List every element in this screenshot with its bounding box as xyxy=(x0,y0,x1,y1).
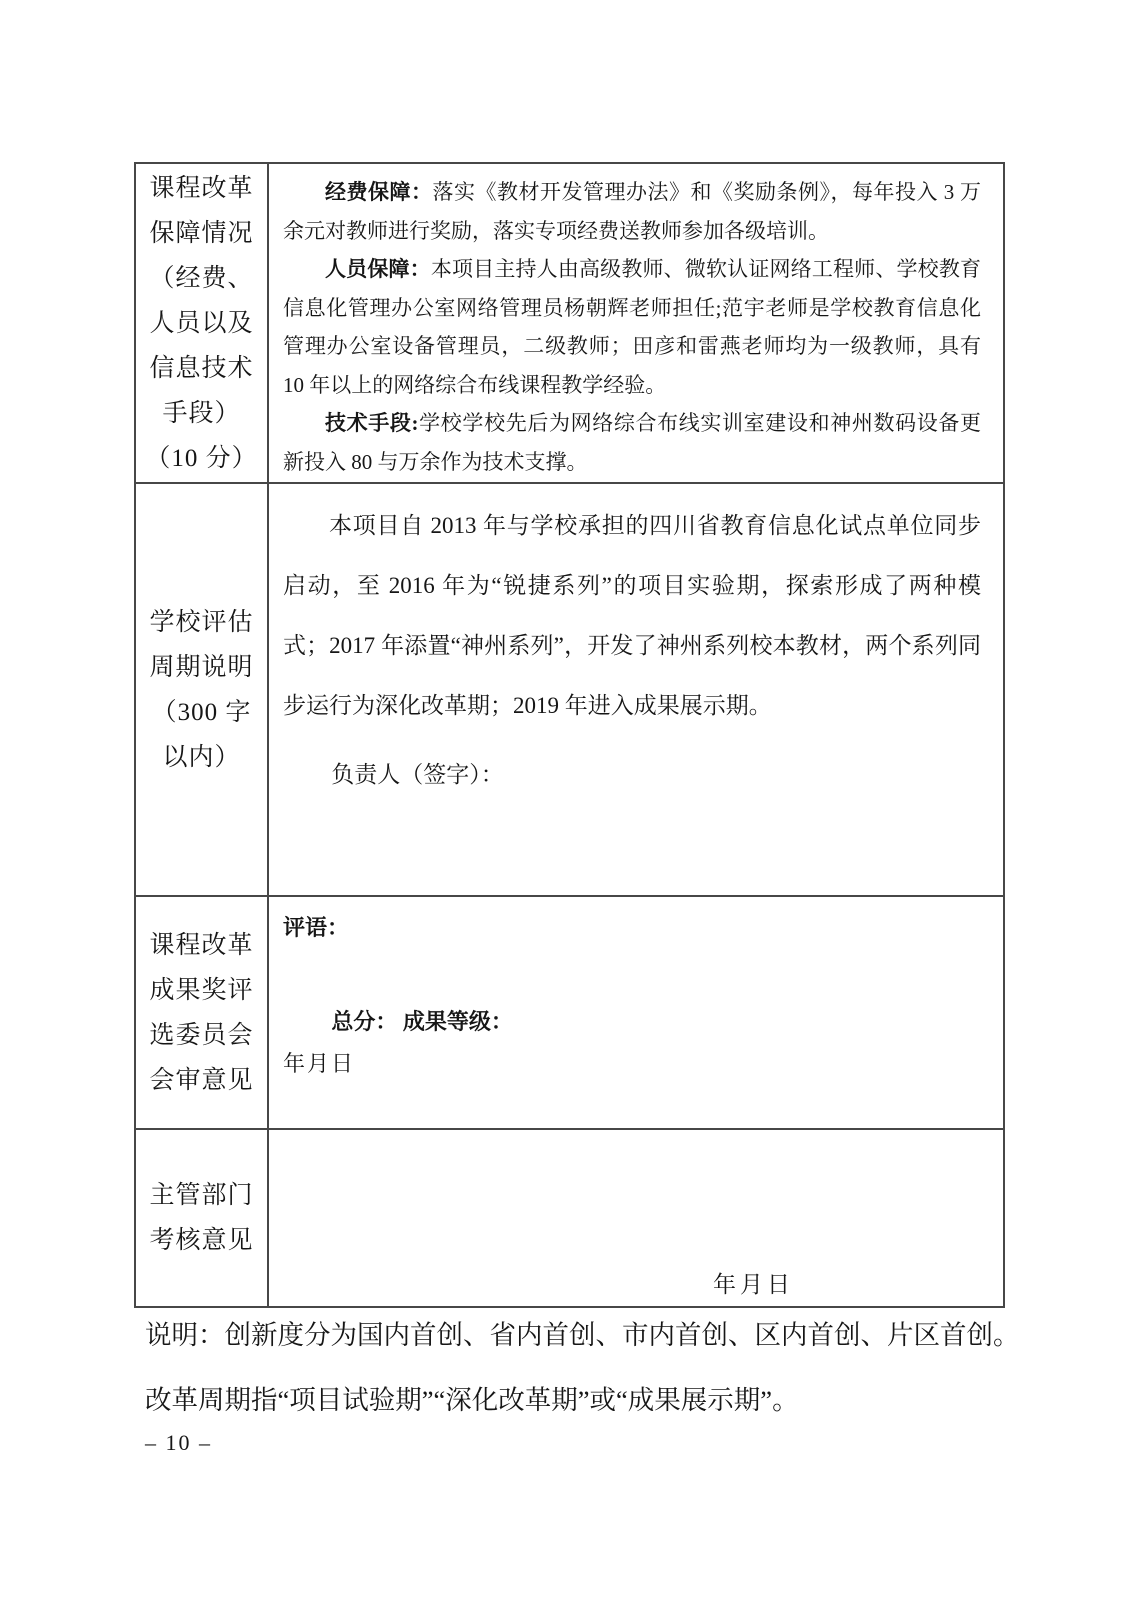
row-header-evaluation-period xyxy=(136,484,269,895)
row-header-committee-opinion xyxy=(136,897,269,1128)
header-line: 会审意见 xyxy=(149,1066,254,1094)
page-number: – 10 – xyxy=(145,1430,212,1455)
technology-lead: 技术手段: xyxy=(325,411,419,435)
evaluation-period-paragraph: 本项目自 2013 年与学校承担的四川省教育信息化试点单位同步启动，至 2016 年为“锐捷系列”的项目实验期，探索形成了两种模式；2017 年添置“神州系列”，开发了神州系列校本教材，两个系列同步运行为深化改革期；2019 年进入成果展示期。 xyxy=(283,513,981,718)
funding-body: 落实《教材开发管理办法》和《奖励条例》，每年投入 3 万余元对教师进行奖励，落实专项经费送教师参加各级培训。 xyxy=(283,180,981,243)
table-row-evaluation-period xyxy=(136,482,1003,895)
note-line-innovation: 说明：创新度分为国内首创、省内首创、市内首创、区内首创、片区首创。 xyxy=(145,1320,1020,1350)
header-line: （10 分） xyxy=(145,444,258,472)
row-header-authority-opinion xyxy=(136,1130,269,1306)
header-line: （300 字 xyxy=(151,698,252,726)
authority-date-label: 年月日 xyxy=(713,1272,794,1297)
funding-paragraph xyxy=(283,173,981,250)
header-line: 考核意见 xyxy=(149,1227,254,1254)
note-line-period: 改革周期指“项目试验期”“深化改革期”或“成果展示期”。 xyxy=(145,1385,799,1415)
evaluation-table xyxy=(134,162,1005,1308)
header-line: 课程改革 xyxy=(149,931,254,959)
explanatory-notes xyxy=(145,1303,1025,1433)
table-row-guarantee xyxy=(136,164,1003,482)
evaluation-period-content-cell xyxy=(269,484,1003,895)
row-header-guarantee xyxy=(136,164,269,482)
header-line: 保障情况 xyxy=(149,219,254,247)
header-line: 周期说明 xyxy=(149,653,254,681)
table-row-authority-opinion xyxy=(136,1128,1003,1306)
comment-label: 评语： xyxy=(283,915,350,940)
header-line: 手段） xyxy=(162,399,241,427)
header-line: 选委员会 xyxy=(149,1021,254,1049)
funding-lead: 经费保障： xyxy=(325,180,433,204)
technology-body: 学校学校先后为网络综合布线实训室建设和神州数码设备更新投入 80 与万余作为技术支撑。 xyxy=(283,411,981,474)
personnel-lead: 人员保障： xyxy=(325,257,431,281)
header-line: 人员以及 xyxy=(149,309,254,337)
header-line: 信息技术 xyxy=(149,354,254,382)
personnel-paragraph xyxy=(283,250,981,404)
header-line: 课程改革 xyxy=(149,174,254,202)
committee-opinion-content-cell xyxy=(269,897,1003,1128)
header-line: （经费、 xyxy=(149,264,254,292)
score-grade-label: 总分： 成果等级： xyxy=(331,1009,513,1034)
table-row-committee-opinion xyxy=(136,895,1003,1128)
personnel-body: 本项目主持人由高级教师、微软认证网络工程师、学校教育信息化管理办公室网络管理员杨朝辉老师担任;范宇老师是学校教育信息化管理办公室设备管理员，二级教师；田彦和雷燕老师均为一级教师，具有 10 年以上的网络综合布线课程教学经验。 xyxy=(283,257,982,397)
authority-opinion-content-cell xyxy=(269,1130,1003,1306)
header-line: 主管部门 xyxy=(149,1182,254,1209)
technology-paragraph xyxy=(283,404,981,481)
header-line: 以内） xyxy=(162,743,241,771)
signature-label: 负责人（签字）： xyxy=(331,762,504,787)
guarantee-content-cell xyxy=(269,164,1003,482)
header-line: 成果奖评 xyxy=(149,976,254,1004)
header-line: 学校评估 xyxy=(149,608,254,636)
committee-date-label: 年月日 xyxy=(283,1051,356,1076)
